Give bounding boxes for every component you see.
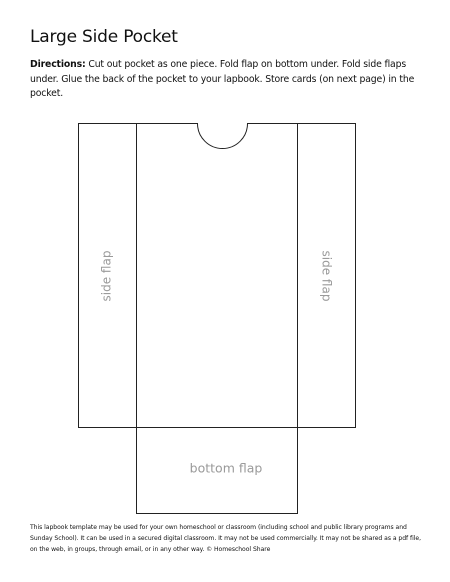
copyright-notice: This lapbook template may be used for your own homeschool or classroom (including school and public library programs and Sunday School). It can be used in a secured digital classroom. It may not be used commercially. It may not be shared as a pdf file, on the web, in groups, through email, or in any other way. © Homeschool Share: [30, 524, 421, 553]
page-title: Large Side Pocket: [30, 27, 178, 47]
directions-label: Directions:: [30, 59, 86, 70]
directions-paragraph: [30, 58, 435, 102]
bottom-flap: [137, 428, 298, 514]
directions-text: Cut out pocket as one piece. Fold flap on bottom under. Fold side flaps under. Glue the back of the pocket to your lapbook. Store cards (on next page) in the pocket.: [30, 59, 415, 99]
left-side-flap-label: side flap: [99, 250, 114, 302]
right-side-flap-label: side flap: [319, 250, 334, 302]
pocket-outline: [79, 124, 356, 428]
bottom-flap-label: bottom flap: [189, 460, 263, 476]
